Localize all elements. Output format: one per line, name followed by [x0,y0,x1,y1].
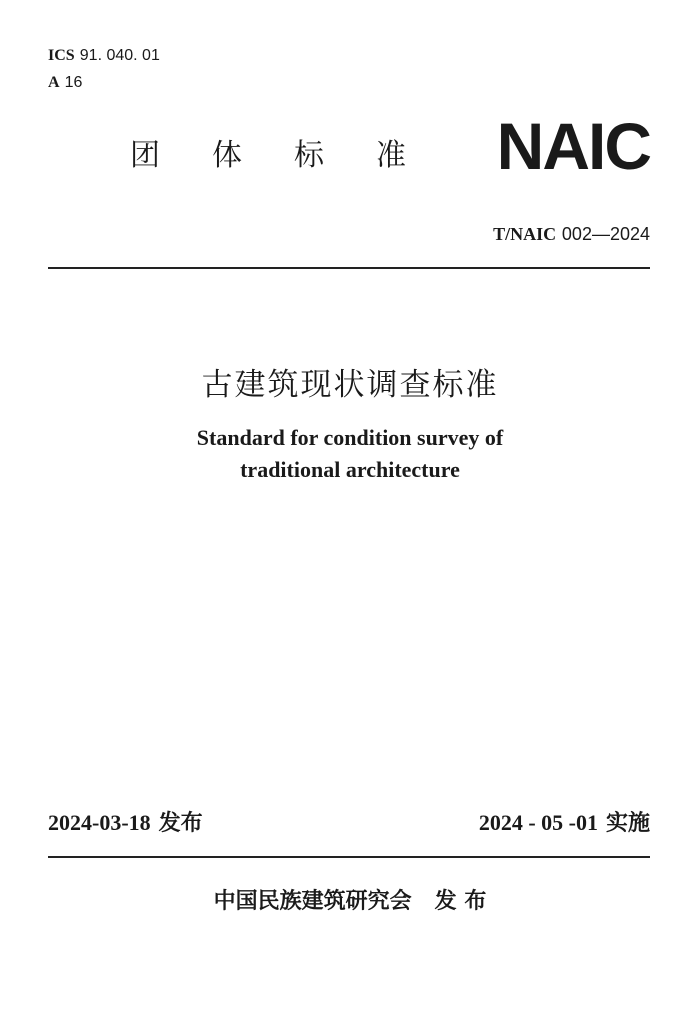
standard-code-number: 002—2024 [561,224,650,244]
standard-code [493,222,650,247]
ccs-code [48,72,82,93]
publisher-action: 发 布 [434,889,487,914]
ccs-value: 16 [64,74,83,91]
top-divider [48,267,650,269]
naic-logo: NAIC [496,109,650,183]
bottom-divider [48,856,650,858]
implementation-date-block [479,808,650,839]
title-english [0,422,700,486]
implementation-label: 实施 [605,811,650,836]
publisher-name: 中国民族建筑研究会 [213,889,412,914]
standard-code-prefix: T/NAIC [493,224,557,244]
ics-value: 91. 040. 01 [79,47,160,64]
issue-date-block [48,808,203,839]
issue-date: 2024-03-18 [48,810,151,835]
standard-type: 团体标准 [130,138,458,173]
title-english-line-1: Standard for condition survey of [196,425,504,450]
ccs-label: A [48,74,60,91]
ics-label: ICS [48,47,75,64]
implementation-date: 2024 - 05 -01 [478,810,598,835]
title-chinese: 古建筑现状调查标准 [201,367,499,403]
title-english-line-2: traditional architecture [240,457,460,482]
publisher [0,886,700,918]
issue-label: 发布 [158,811,203,836]
ics-code [48,45,160,66]
